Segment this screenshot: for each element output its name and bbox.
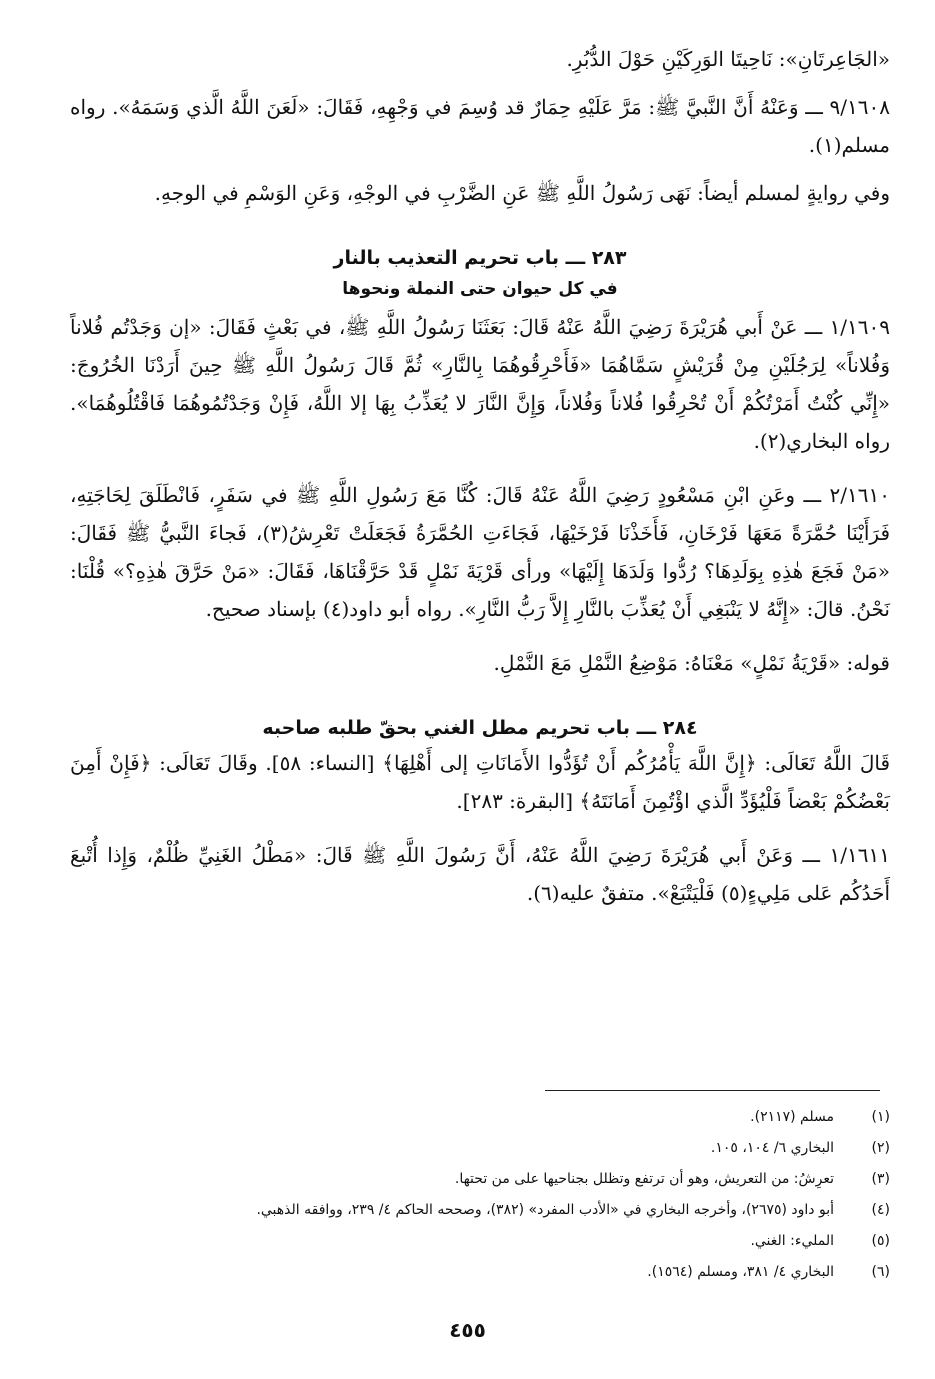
footnote-number: (٥) xyxy=(871,1233,890,1249)
footnote-number: (٦) xyxy=(871,1264,890,1280)
hadith-1611: ١/١٦١١ ـــ وَعَنْ أَبي هُرَيْرَةَ رَضِيَ اللَّهُ عَنْهُ، أَنَّ رَسُولَ اللَّهِ ﷺ قَالَ: «مَطْلُ الغَنِيِّ ظُلْمٌ، وَإِذا أُتْبعَ أَحَدُكُم عَلى مَلِيءٍ(٥) فَلْيَتْبَعْ». متفقٌ عليه(٦). xyxy=(70,843,890,905)
footnote-text: تعرِشُ: من التعريش، وهو أن ترتفع وتظلل بجناحيها على من تحتها. xyxy=(454,1171,834,1187)
footnote-number: (٢) xyxy=(871,1140,890,1156)
chapter-heading-284: ٢٨٤ ـــ باب تحريم مطل الغني بحقّ طلبه صاحبه xyxy=(262,717,698,739)
paragraph-jairatan: «الجَاعِرتَانِ»: نَاحِيتَا الوَرِكَيْنِ حَوْلَ الدُّبُرِ. xyxy=(566,47,890,71)
footnote-divider xyxy=(545,1090,880,1091)
footnote-2 xyxy=(70,1133,890,1164)
hadith-1608: ٩/١٦٠٨ ـــ وَعَنْهُ أَنَّ النَّبيَّ ﷺ: مَرَّ عَلَيْهِ حِمَارٌ قد وُسِمَ في وَجْهِهِ، فَقَالَ: «لَعَنَ اللَّهُ الَّذي وَسَمَهُ». رواه مسلم(١). xyxy=(70,95,890,157)
footnote-6 xyxy=(70,1257,890,1288)
page-number: ٤٥٥ xyxy=(449,1318,486,1342)
quran-verses-paragraph: قَالَ اللَّهُ تَعَالَى: ﴿إِنَّ اللَّهَ يَأْمُرُكُم أَنْ تُؤَدُّوا الأَمَانَاتِ إلى أَهْلِهَا﴾ [النساء: ٥٨]. وقَالَ تَعَالَى: ﴿فَإِنْ أَمِنَ بَعْضُكُمْ بَعْضاً فَلْيُؤَدِّ الَّذي اؤْتُمِنَ أَمَانَتَهُ﴾ [البقرة: ٢٨٣]. xyxy=(70,751,890,813)
chapter-subheading-283: في كل حيوان حتى النملة ونحوها xyxy=(342,279,618,299)
page-body xyxy=(70,40,890,928)
hadith-1610: ٢/١٦١٠ ـــ وعَنِ ابْنِ مَسْعُودٍ رَضِيَ اللَّهُ عَنْهُ قَالَ: كُنَّا مَعَ رَسُولِ اللَّهِ ﷺ في سَفَرٍ، فَانْطَلَقَ لِحَاجَتِهِ، فَرَأَيْنَا حُمَّرَةً مَعَهَا فَرْخَانِ، فَأَخَذْنَا فَرْخَيْهَا، فَجَاءَتِ الحُمَّرَةُ فَجَعَلَتْ تَعْرِشُ(٣)، فَجاءَ النَّبيُّ ﷺ فَقَالَ: «مَنْ فَجَعَ هٰذِهِ بِوَلَدِهَا؟ رُدُّوا وَلَدَهَا إِلَيْهَا» ورأى قَرْيَةَ نَمْلٍ قَدْ حَرَّقْنَاهَا، فَقَالَ: «مَنْ حَرَّقَ هٰذِهِ؟» قُلْنَا: نَحْنُ. قالَ: «إِنَّهُ لا يَنْبَغِي أَنْ يُعَذِّبَ بالنَّارِ إِلاَّ رَبُّ النَّارِ». رواه أبو داود(٤) بإسناد صحيح. xyxy=(70,483,891,621)
footnote-text: البخاري ٦/ ١٠٤، ١٠٥. xyxy=(710,1140,834,1156)
footnote-5 xyxy=(70,1226,890,1257)
paragraph-ant-village: قوله: «قَرْيَةُ نَمْلٍ» مَعْنَاهُ: مَوْضِعُ النَّمْلِ مَعَ النَّمْلِ. xyxy=(493,651,890,675)
chapter-heading-283: ٢٨٣ ـــ باب تحريم التعذيب بالنار xyxy=(333,247,627,269)
footnote-number: (٤) xyxy=(871,1202,890,1218)
footnotes xyxy=(70,1102,890,1288)
footnote-1 xyxy=(70,1102,890,1133)
footnote-text: أبو داود (٢٦٧٥)، وأخرجه البخاري في «الأدب المفرد» (٣٨٢)، وصححه الحاكم ٤/ ٢٣٩، ووافقه الذهبي. xyxy=(256,1202,834,1218)
paragraph-muslim-narration: وفي روايةٍ لمسلم أيضاً: نَهَى رَسُولُ اللَّهِ ﷺ عَنِ الضَّرْبِ في الوجْهِ، وَعَنِ الوَسْمِ في الوجهِ. xyxy=(154,181,890,205)
footnote-text: المليء: الغني. xyxy=(750,1233,834,1249)
footnote-3 xyxy=(70,1164,890,1195)
footnote-text: مسلم (٢١١٧). xyxy=(750,1109,834,1125)
hadith-1609: ١/١٦٠٩ ـــ عَنْ أَبي هُرَيْرَةَ رَضِيَ اللَّهُ عَنْهُ قَالَ: بَعَثَنَا رَسُولُ اللَّهِ ﷺ، في بَعْثٍ فَقَالَ: «إن وَجَدْتُم فُلاناً وَفُلاناً» لِرَجُلَيْنِ مِنْ قُرَيْشٍ سَمَّاهُمَا «فَأَحْرِقُوهُمَا بِالنَّارِ» ثُمَّ قَالَ رَسُولُ اللَّهِ ﷺ حِينَ أَرَدْنَا الخُرُوجَ: «إِنِّي كُنْتُ أَمَرْتُكُمْ أَنْ تُحْرِقُوا فُلاناً وَفُلاناً، وَإِنَّ النَّارَ لا يُعَذِّبُ بِهَا إلا اللَّهُ، فَإِنْ وَجَدْتُمُوهُمَا فَاقْتُلُوهُمَا». رواه البخاري(٢). xyxy=(70,315,891,453)
footnote-number: (٣) xyxy=(871,1171,890,1187)
footnote-text: البخاري ٤/ ٣٨١، ومسلم (١٥٦٤). xyxy=(647,1264,834,1280)
footnote-number: (١) xyxy=(871,1109,890,1125)
footnote-4 xyxy=(70,1195,890,1226)
